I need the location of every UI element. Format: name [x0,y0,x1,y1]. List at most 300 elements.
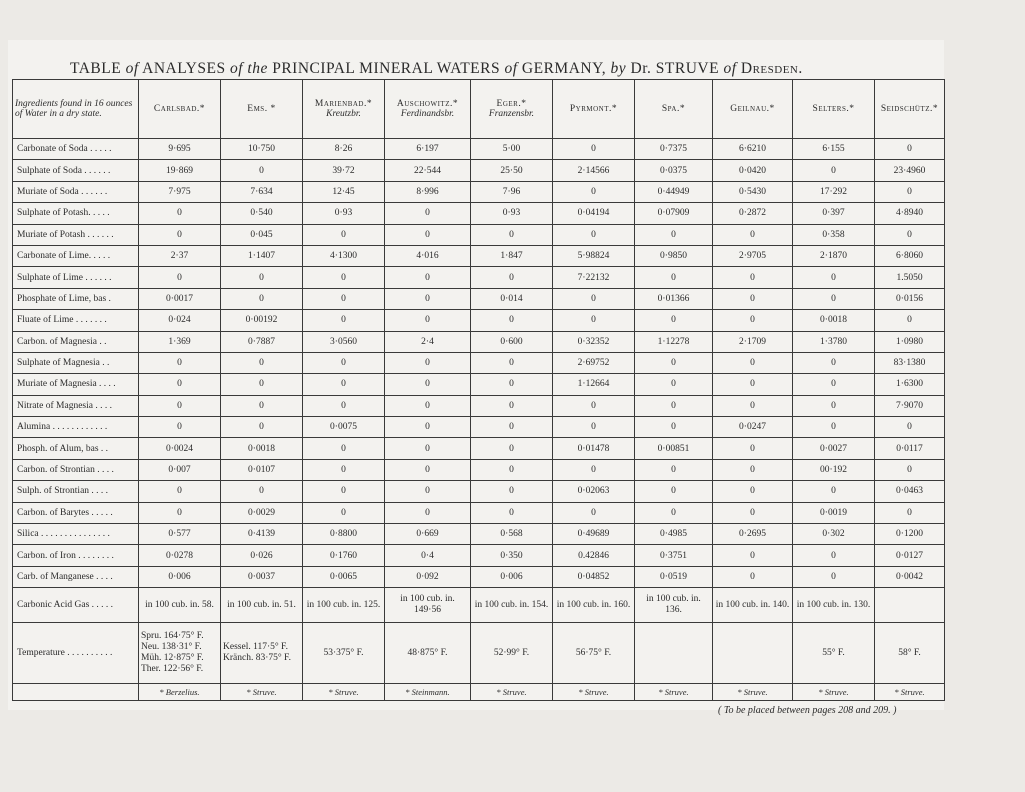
value-cell: 0 [875,139,945,160]
authority-blank [13,684,139,701]
row-label: Carb. of Manganese . . . . [13,566,139,587]
authority-cell: * Struve. [713,684,793,701]
value-cell: 0·024 [139,310,221,331]
value-cell: 0 [713,224,793,245]
value-cell: 0 [713,481,793,502]
value-cell: 0 [713,395,793,416]
value-cell: 0·0278 [139,545,221,566]
value-cell: 0 [385,203,471,224]
gas-cell: in 100 cub. in. 160. [553,588,635,623]
row-label: Carbon. of Magnesia . . [13,331,139,352]
value-cell: 0 [553,459,635,480]
ingredients-header: Ingredients found in 16 ounces of Water in a dry state. [13,80,139,139]
row-label: Sulphate of Potash. . . . . [13,203,139,224]
value-cell: 0 [713,352,793,373]
value-cell: 0 [303,374,385,395]
authority-row [13,684,945,701]
value-cell: 2·4 [385,331,471,352]
gas-cell: in 100 cub. in. 140. [713,588,793,623]
value-cell: 0 [139,352,221,373]
value-cell: 0·0375 [635,160,713,181]
value-cell: 0·02063 [553,481,635,502]
temperature-row [13,623,945,684]
value-cell: 0·0024 [139,438,221,459]
spring-header-auschowitz: Auschowitz.* Ferdinandsbr. [385,80,471,139]
gas-cell [875,588,945,623]
temp-cell-carlsbad: Spru. 164·75° F. Neu. 138·31° F. Müh. 12·875° F. Ther. 122·56° F. [139,623,221,684]
value-cell: 0 [875,417,945,438]
ingredient-row [13,374,945,395]
value-cell: 0 [385,502,471,523]
value-cell: 0·0117 [875,438,945,459]
value-cell: 0 [385,267,471,288]
value-cell: 0·0247 [713,417,793,438]
value-cell: 0·0463 [875,481,945,502]
value-cell: 0.42846 [553,545,635,566]
value-cell: 25·50 [471,160,553,181]
value-cell: 0·7375 [635,139,713,160]
value-cell: 0 [553,288,635,309]
value-cell: 0 [875,459,945,480]
row-label: Alumina . . . . . . . . . . . . [13,417,139,438]
value-cell: 0 [635,224,713,245]
value-cell: 0 [793,417,875,438]
value-cell: 0·93 [471,203,553,224]
authority-cell: * Struve. [471,684,553,701]
value-cell: 8·996 [385,181,471,202]
value-cell: 0 [303,352,385,373]
value-cell: 0 [471,352,553,373]
value-cell: 0·00192 [221,310,303,331]
value-cell: 0·006 [471,566,553,587]
ingredient-row [13,502,945,523]
value-cell: 00·192 [793,459,875,480]
value-cell: 0 [471,481,553,502]
temp-cell: 55° F. [793,623,875,684]
value-cell: 1.5050 [875,267,945,288]
gas-cell: in 100 cub. in. 125. [303,588,385,623]
value-cell: 0 [471,224,553,245]
value-cell: 0·397 [793,203,875,224]
value-cell: 0 [221,417,303,438]
value-cell: 0·0019 [793,502,875,523]
temp-cell [713,623,793,684]
value-cell: 0 [385,459,471,480]
value-cell: 0 [303,481,385,502]
value-cell: 0 [303,459,385,480]
ingredient-row [13,545,945,566]
value-cell: 83·1380 [875,352,945,373]
value-cell: 39·72 [303,160,385,181]
value-cell: 1·1407 [221,245,303,266]
value-cell: 0·0127 [875,545,945,566]
value-cell: 0 [713,545,793,566]
ingredient-row [13,160,945,181]
value-cell: 0 [635,481,713,502]
value-cell: 0 [713,288,793,309]
value-cell: 0·568 [471,524,553,545]
spring-header-pyrmont: Pyrmont.* [553,80,635,139]
carbonic-acid-row [13,588,945,623]
ingredient-row [13,481,945,502]
value-cell: 0·302 [793,524,875,545]
value-cell: 0·4985 [635,524,713,545]
value-cell: 2·1870 [793,245,875,266]
temp-cell: 52·99° F. [471,623,553,684]
value-cell: 0 [635,395,713,416]
value-cell: 0 [713,310,793,331]
value-cell: 1·3780 [793,331,875,352]
ingredient-rows [13,139,945,588]
authority-cell: * Berzelius. [139,684,221,701]
value-cell: 0 [139,417,221,438]
value-cell: 0 [139,395,221,416]
value-cell: 0·350 [471,545,553,566]
value-cell: 0 [553,417,635,438]
row-label: Carbon. of Barytes . . . . . [13,502,139,523]
value-cell: 0·0065 [303,566,385,587]
table-title: TABLE of ANALYSES of the PRINCIPAL MINERAL WATERS of GERMANY, by Dr. STRUVE of Dresden. [70,60,803,77]
value-cell: 0 [385,224,471,245]
value-cell: 0 [221,352,303,373]
row-label: Carbonate of Soda . . . . . [13,139,139,160]
gas-cell: in 100 cub. in. 130. [793,588,875,623]
value-cell: 0·04852 [553,566,635,587]
ingredient-row [13,352,945,373]
value-cell: 0 [303,438,385,459]
value-cell: 5·00 [471,139,553,160]
value-cell: 0 [385,438,471,459]
row-label: Muriate of Potash . . . . . . [13,224,139,245]
value-cell: 0·32352 [553,331,635,352]
ingredient-row [13,267,945,288]
value-cell: 0·0017 [139,288,221,309]
value-cell: 0·0018 [793,310,875,331]
value-cell: 0 [221,374,303,395]
value-cell: 0·4139 [221,524,303,545]
value-cell: 0 [303,310,385,331]
value-cell: 6·8060 [875,245,945,266]
spring-header-marienbad: Marienbad.* Kreutzbr. [303,80,385,139]
value-cell: 0 [875,502,945,523]
value-cell: 19·869 [139,160,221,181]
authority-cell: * Steinmann. [385,684,471,701]
gas-cell: in 100 cub. in. 51. [221,588,303,623]
value-cell: 1·12664 [553,374,635,395]
value-cell: 0 [713,459,793,480]
gas-cell: in 100 cub. in. 149·56 [385,588,471,623]
value-cell: 0 [385,395,471,416]
value-cell: 0 [221,267,303,288]
row-label: Carbonic Acid Gas . . . . . [13,588,139,623]
spring-header-selters: Selters.* [793,80,875,139]
value-cell: 0 [713,566,793,587]
ingredient-row [13,245,945,266]
value-cell: 7·96 [471,181,553,202]
ingredient-row [13,331,945,352]
value-cell: 0·2695 [713,524,793,545]
value-cell: 5·98824 [553,245,635,266]
value-cell: 0·04194 [553,203,635,224]
value-cell: 0 [303,267,385,288]
value-cell: 0 [221,481,303,502]
value-cell: 0·014 [471,288,553,309]
value-cell: 0·0042 [875,566,945,587]
value-cell: 0·9850 [635,245,713,266]
value-cell: 0 [139,267,221,288]
authority-cell: * Struve. [793,684,875,701]
row-label: Sulphate of Soda . . . . . . [13,160,139,181]
temp-cell: 53·375° F. [303,623,385,684]
value-cell: 0 [471,417,553,438]
value-cell: 0·358 [793,224,875,245]
value-cell: 0 [385,310,471,331]
row-label: Muriate of Soda . . . . . . [13,181,139,202]
value-cell: 1·369 [139,331,221,352]
ingredient-row [13,438,945,459]
value-cell: 0 [635,374,713,395]
value-cell: 0 [385,481,471,502]
value-cell: 0 [303,288,385,309]
value-cell: 0 [385,352,471,373]
value-cell: 0·8800 [303,524,385,545]
header-row [13,80,945,139]
temp-cell-ems: Kessel. 117·5° F. Kränch. 83·75° F. [221,623,303,684]
value-cell: 0·1200 [875,524,945,545]
authority-cell: * Struve. [303,684,385,701]
value-cell: 0 [713,438,793,459]
value-cell: 0 [385,417,471,438]
value-cell: 0·577 [139,524,221,545]
placement-note: ( To be placed between pages 208 and 209. ) [718,705,897,716]
value-cell: 0·1760 [303,545,385,566]
value-cell: 0 [139,224,221,245]
value-cell: 7·634 [221,181,303,202]
ingredient-row [13,417,945,438]
value-cell: 2·14566 [553,160,635,181]
value-cell: 0 [139,502,221,523]
value-cell: 0·00851 [635,438,713,459]
value-cell: 0 [471,374,553,395]
value-cell: 0 [635,417,713,438]
spring-header-carlsbad: Carlsbad.* [139,80,221,139]
row-label: Phosphate of Lime, bas . [13,288,139,309]
value-cell: 0 [713,502,793,523]
value-cell: 4·8940 [875,203,945,224]
row-label: Sulphate of Lime . . . . . . [13,267,139,288]
authority-cell: * Struve. [553,684,635,701]
value-cell: 0·045 [221,224,303,245]
value-cell: 23·4960 [875,160,945,181]
value-cell: 6·155 [793,139,875,160]
value-cell: 0 [793,566,875,587]
value-cell: 0 [875,310,945,331]
value-cell: 0·026 [221,545,303,566]
value-cell: 0·006 [139,566,221,587]
row-label: Sulph. of Strontian . . . . [13,481,139,502]
value-cell: 0 [793,395,875,416]
row-label: Silica . . . . . . . . . . . . . . . [13,524,139,545]
value-cell: 0 [139,203,221,224]
spring-header-seidschutz: Seidschütz.* [875,80,945,139]
value-cell: 4·016 [385,245,471,266]
value-cell: 0 [875,224,945,245]
value-cell: 1·12278 [635,331,713,352]
value-cell: 0 [303,224,385,245]
value-cell: 0 [635,310,713,331]
value-cell: 2·69752 [553,352,635,373]
value-cell: 0 [221,288,303,309]
value-cell: 0 [471,310,553,331]
value-cell: 0 [139,374,221,395]
ingredient-row [13,181,945,202]
value-cell: 0 [635,267,713,288]
row-label: Carbon. of Iron . . . . . . . . [13,545,139,566]
value-cell: 6·6210 [713,139,793,160]
value-cell: 0·0519 [635,566,713,587]
analysis-table [12,79,945,701]
value-cell: 17·292 [793,181,875,202]
value-cell: 2·9705 [713,245,793,266]
authority-cell: * Struve. [221,684,303,701]
spring-header-ems: Ems. * [221,80,303,139]
row-label: Carbon. of Strontian . . . . [13,459,139,480]
ingredient-row [13,139,945,160]
spring-header-geilnau: Geilnau.* [713,80,793,139]
value-cell: 0·44949 [635,181,713,202]
value-cell: 0 [553,224,635,245]
value-cell: 0·3751 [635,545,713,566]
value-cell: 12·45 [303,181,385,202]
value-cell: 0·49689 [553,524,635,545]
value-cell: 0 [635,459,713,480]
value-cell: 0·092 [385,566,471,587]
value-cell: 2·1709 [713,331,793,352]
value-cell: 0 [793,288,875,309]
temp-cell: 56·75° F. [553,623,635,684]
value-cell: 0 [303,395,385,416]
gas-cell: in 100 cub. in. 58. [139,588,221,623]
value-cell: 10·750 [221,139,303,160]
row-label: Temperature . . . . . . . . . . [13,623,139,684]
value-cell: 0·01478 [553,438,635,459]
value-cell: 0 [471,502,553,523]
value-cell: 7·975 [139,181,221,202]
value-cell: 0 [553,310,635,331]
value-cell: 0·0027 [793,438,875,459]
value-cell: 6·197 [385,139,471,160]
value-cell: 0·01366 [635,288,713,309]
value-cell: 0·0029 [221,502,303,523]
value-cell: 0 [713,267,793,288]
value-cell: 0 [553,139,635,160]
value-cell: 0·669 [385,524,471,545]
value-cell: 0·0018 [221,438,303,459]
value-cell: 0 [139,481,221,502]
value-cell: 0·0075 [303,417,385,438]
value-cell: 1·6300 [875,374,945,395]
ingredient-row [13,566,945,587]
ingredient-row [13,524,945,545]
value-cell: 0 [303,502,385,523]
value-cell: 0 [221,395,303,416]
value-cell: 0 [221,160,303,181]
value-cell: 0 [793,352,875,373]
value-cell: 0 [471,459,553,480]
value-cell: 0 [635,502,713,523]
value-cell: 3·0560 [303,331,385,352]
value-cell: 9·695 [139,139,221,160]
value-cell: 0 [793,481,875,502]
value-cell: 1·0980 [875,331,945,352]
value-cell: 2·37 [139,245,221,266]
ingredient-row [13,224,945,245]
row-label: Nitrate of Magnesia . . . . [13,395,139,416]
value-cell: 0 [713,374,793,395]
value-cell: 0·4 [385,545,471,566]
row-label: Carbonate of Lime. . . . . [13,245,139,266]
gas-cell: in 100 cub. in. 154. [471,588,553,623]
ingredient-row [13,203,945,224]
value-cell: 0·0156 [875,288,945,309]
value-cell: 0 [553,181,635,202]
ingredient-row [13,288,945,309]
temp-cell: 58° F. [875,623,945,684]
value-cell: 0 [553,502,635,523]
value-cell: 7·9070 [875,395,945,416]
temp-cell: 48·875° F. [385,623,471,684]
row-label: Fluate of Lime . . . . . . . [13,310,139,331]
value-cell: 0·0037 [221,566,303,587]
value-cell: 0·5430 [713,181,793,202]
value-cell: 8·26 [303,139,385,160]
value-cell: 0·7887 [221,331,303,352]
authority-cell: * Struve. [635,684,713,701]
value-cell: 0 [793,267,875,288]
value-cell: 1·847 [471,245,553,266]
value-cell: 0 [793,374,875,395]
value-cell: 0 [471,438,553,459]
value-cell: 0 [385,288,471,309]
value-cell: 0·2872 [713,203,793,224]
row-label: Muriate of Magnesia . . . . [13,374,139,395]
value-cell: 0·93 [303,203,385,224]
ingredient-row [13,459,945,480]
value-cell: 4·1300 [303,245,385,266]
spring-header-eger: Eger.* Franzensbr. [471,80,553,139]
value-cell: 0 [471,267,553,288]
value-cell: 0·600 [471,331,553,352]
value-cell: 0 [471,395,553,416]
row-label: Phosph. of Alum, bas . . [13,438,139,459]
temp-cell [635,623,713,684]
ingredient-row [13,310,945,331]
value-cell: 0·07909 [635,203,713,224]
value-cell: 0 [793,545,875,566]
authority-cell: * Struve. [875,684,945,701]
ingredient-row [13,395,945,416]
value-cell: 0 [385,374,471,395]
value-cell: 7·22132 [553,267,635,288]
value-cell: 22·544 [385,160,471,181]
value-cell: 0·007 [139,459,221,480]
row-label: Sulphate of Magnesia . . [13,352,139,373]
value-cell: 0·0107 [221,459,303,480]
spring-header-spa: Spa.* [635,80,713,139]
value-cell: 0 [793,160,875,181]
value-cell: 0 [635,352,713,373]
gas-cell: in 100 cub. in. 136. [635,588,713,623]
